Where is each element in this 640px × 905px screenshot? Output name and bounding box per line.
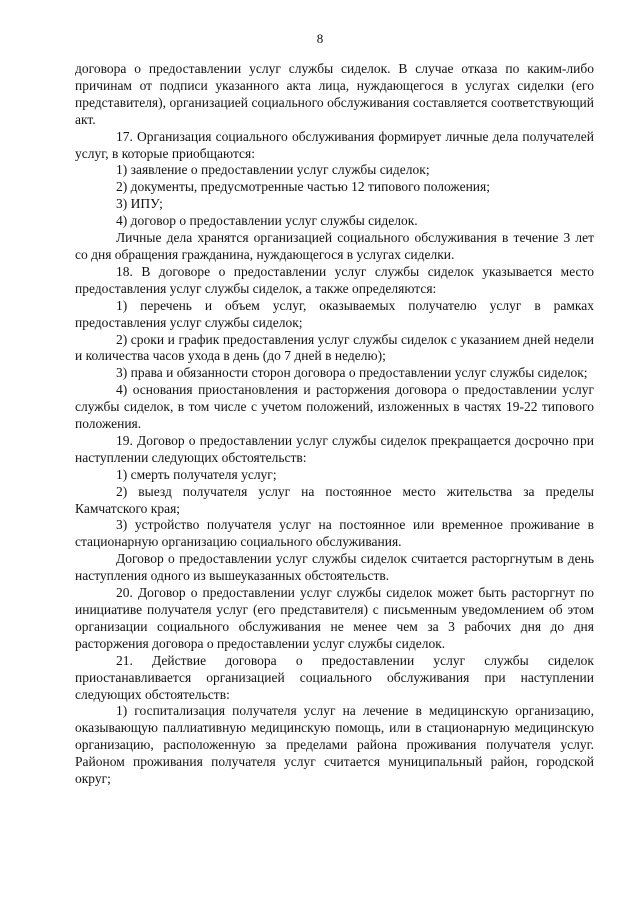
list-item-19-2: 2) выезд получателя услуг на постоянное место жительства за пределы Камчатского края; xyxy=(75,483,594,516)
paragraph-21: 21. Действие договора о предоставлении услуг службы сиделок приостанавливается организацией социального обслуживания при наступлении следующих обстоятельств: xyxy=(75,652,594,702)
paragraph-storage: Личные дела хранятся организацией социального обслуживания в течение 3 лет со дня обращения гражданина, нуждающегося в услугах сиделки. xyxy=(75,230,594,262)
list-item-18-3: 3) права и обязанности сторон договора о предоставлении услуг службы сиделок; xyxy=(116,365,588,381)
paragraph-17: 17. Организация социального обслуживания формирует личные дела получателей услуг, в которые приобщаются: xyxy=(75,128,594,161)
page-number: 8 xyxy=(316,31,324,46)
list-item-18-2: 2) сроки и график предоставления услуг службы сиделок с указанием дней недели и количества часов ухода в день (до 7 дней в неделю); xyxy=(75,331,594,364)
paragraph-20: 20. Договор о предоставлении услуг службы сиделок может быть расторгнут по инициативе получателя услуг (его представителя) с письменным уведомлением об этом организации социального обслуживания не менее чем за 3 рабочих дня до дня расторжения договора о предоставлении услуг службы сиделок. xyxy=(75,585,594,651)
list-item-17-4: 4) договор о предоставлении услуг службы сиделок. xyxy=(116,213,418,229)
list-item-18-1: 1) перечень и объем услуг, оказываемых получателю услуг в рамках предоставления услуг службы сиделок; xyxy=(75,297,594,330)
list-item-21-1: 1) госпитализация получателя услуг на лечение в медицинскую организацию, оказывающую паллиативную медицинскую помощь, или в стационарную медицинскую организацию, расположенную за пределами района проживания получателя услуг. Районом проживания получателя услуг считается муниципальный район, городской округ; xyxy=(75,703,594,787)
paragraph-continuation: договора о предоставлении услуг службы сиделок. В случае отказа по каким-либо причинам от подписи указанного акта лица, нуждающегося в услугах сиделки (его представителя), организацией социального обслуживания составляется соответствующий акт. xyxy=(75,61,594,127)
paragraph-18: 18. В договоре о предоставлении услуг службы сиделок указывается место предоставления услуг службы сиделок, а также определяются: xyxy=(75,263,594,296)
list-item-18-4: 4) основания приостановления и расторжения договора о предоставлении услуг службы сиделок, в том числе с учетом положений, изложенных в частях 19-22 типового положения. xyxy=(75,382,594,432)
document-body xyxy=(75,61,594,788)
list-item-17-3: 3) ИПУ; xyxy=(116,196,163,212)
list-item-19-1: 1) смерть получателя услуг; xyxy=(116,466,277,482)
list-item-19-3: 3) устройство получателя услуг на постоянное или временное проживание в стационарную организацию социального обслуживания. xyxy=(75,517,594,550)
paragraph-termination: Договор о предоставлении услуг службы сиделок считается расторгнутым в день наступления одного из вышеуказанных обстоятельств. xyxy=(75,551,594,584)
paragraph-19: 19. Договор о предоставлении услуг службы сиделок прекращается досрочно при наступлении следующих обстоятельств: xyxy=(75,432,594,465)
list-item-17-2: 2) документы, предусмотренные частью 12 типового положения; xyxy=(116,179,490,195)
list-item-17-1: 1) заявление о предоставлении услуг службы сиделок; xyxy=(116,162,430,178)
